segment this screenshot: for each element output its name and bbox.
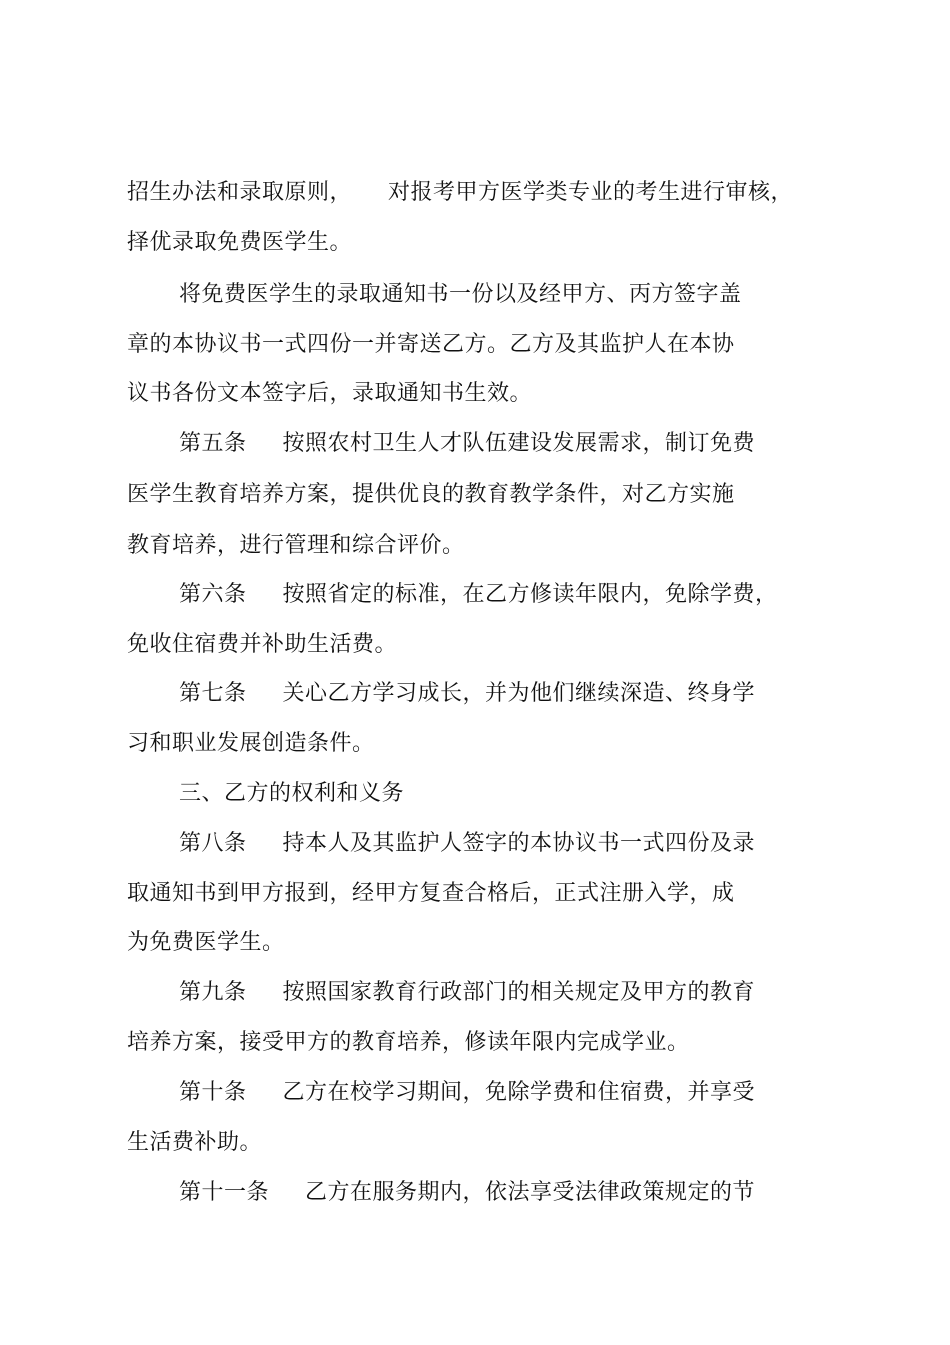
text-line-10 [127, 630, 397, 660]
line-20-text: 生活费补助。 [127, 1130, 263, 1155]
text-line-2 [127, 228, 352, 258]
line-10-text: 免收住宿费并补助生活费。 [127, 632, 398, 657]
text-line-11 [179, 679, 755, 709]
text-line-3 [179, 280, 742, 310]
text-line-6 [179, 429, 755, 459]
article-11-label: 第十一条 [179, 1180, 270, 1205]
line-6-text: 按照农村卫生人才队伍建设发展需求，制订免费 [282, 431, 756, 456]
text-line-14 [179, 829, 755, 859]
line-12-text: 习和职业发展创造条件。 [127, 731, 375, 756]
text-line-19 [179, 1078, 755, 1108]
article-8-label: 第八条 [179, 831, 247, 856]
text-line-17 [179, 978, 755, 1008]
text-line-4 [127, 330, 735, 360]
article-10-label: 第十条 [179, 1080, 247, 1105]
article-7-label: 第七条 [179, 681, 247, 706]
line-8-text: 教育培养，进行管理和综合评价。 [127, 533, 465, 558]
line-15-text: 取通知书到甲方报到，经甲方复查合格后，正式注册入学，成 [127, 881, 735, 906]
text-line-12 [127, 729, 375, 759]
text-line-1 [127, 178, 793, 208]
line-19-text: 乙方在校学习期间，免除学费和住宿费，并享受 [282, 1080, 756, 1105]
line-14-text: 持本人及其监护人签字的本协议书一式四份及录 [282, 831, 756, 856]
text-line-20 [127, 1128, 262, 1158]
text-line-21 [179, 1178, 755, 1208]
line-5-text: 议书各份文本签字后，录取通知书生效。 [127, 381, 533, 406]
text-line-5 [127, 379, 532, 409]
article-5-label: 第五条 [179, 431, 247, 456]
text-line-7 [127, 480, 735, 510]
article-9-label: 第九条 [179, 980, 247, 1005]
text-line-18 [127, 1028, 690, 1058]
line-2-text: 择优录取免费医学生。 [127, 230, 353, 255]
line-4-text: 章的本协议书一式四份一并寄送乙方。乙方及其监护人在本协 [127, 332, 735, 357]
line-9-text: 按照省定的标准，在乙方修读年限内，免除学费， [282, 582, 778, 607]
section-3-heading: 三、乙方的权利和义务 [179, 781, 405, 806]
line-11-text: 关心乙方学习成长，并为他们继续深造、终身学 [282, 681, 756, 706]
section-heading [179, 779, 404, 809]
text-line-9 [179, 580, 778, 610]
text-line-15 [127, 879, 735, 909]
line-1-part-b: 对报考甲方医学类专业的考生进行审核， [388, 180, 794, 205]
line-21-text: 乙方在服务期内，依法享受法律政策规定的节 [305, 1180, 756, 1205]
line-7-text: 医学生教育培养方案，提供优良的教育教学条件，对乙方实施 [127, 482, 735, 507]
line-16-text: 为免费医学生。 [127, 930, 285, 955]
text-line-16 [127, 928, 285, 958]
line-1-part-a: 招生办法和录取原则， [127, 180, 353, 205]
text-line-8 [127, 531, 465, 561]
article-6-label: 第六条 [179, 582, 247, 607]
line-17-text: 按照国家教育行政部门的相关规定及甲方的教育 [282, 980, 756, 1005]
line-3-text: 将免费医学生的录取通知书一份以及经甲方、丙方签字盖 [179, 282, 742, 307]
line-18-text: 培养方案，接受甲方的教育培养，修读年限内完成学业。 [127, 1030, 690, 1055]
